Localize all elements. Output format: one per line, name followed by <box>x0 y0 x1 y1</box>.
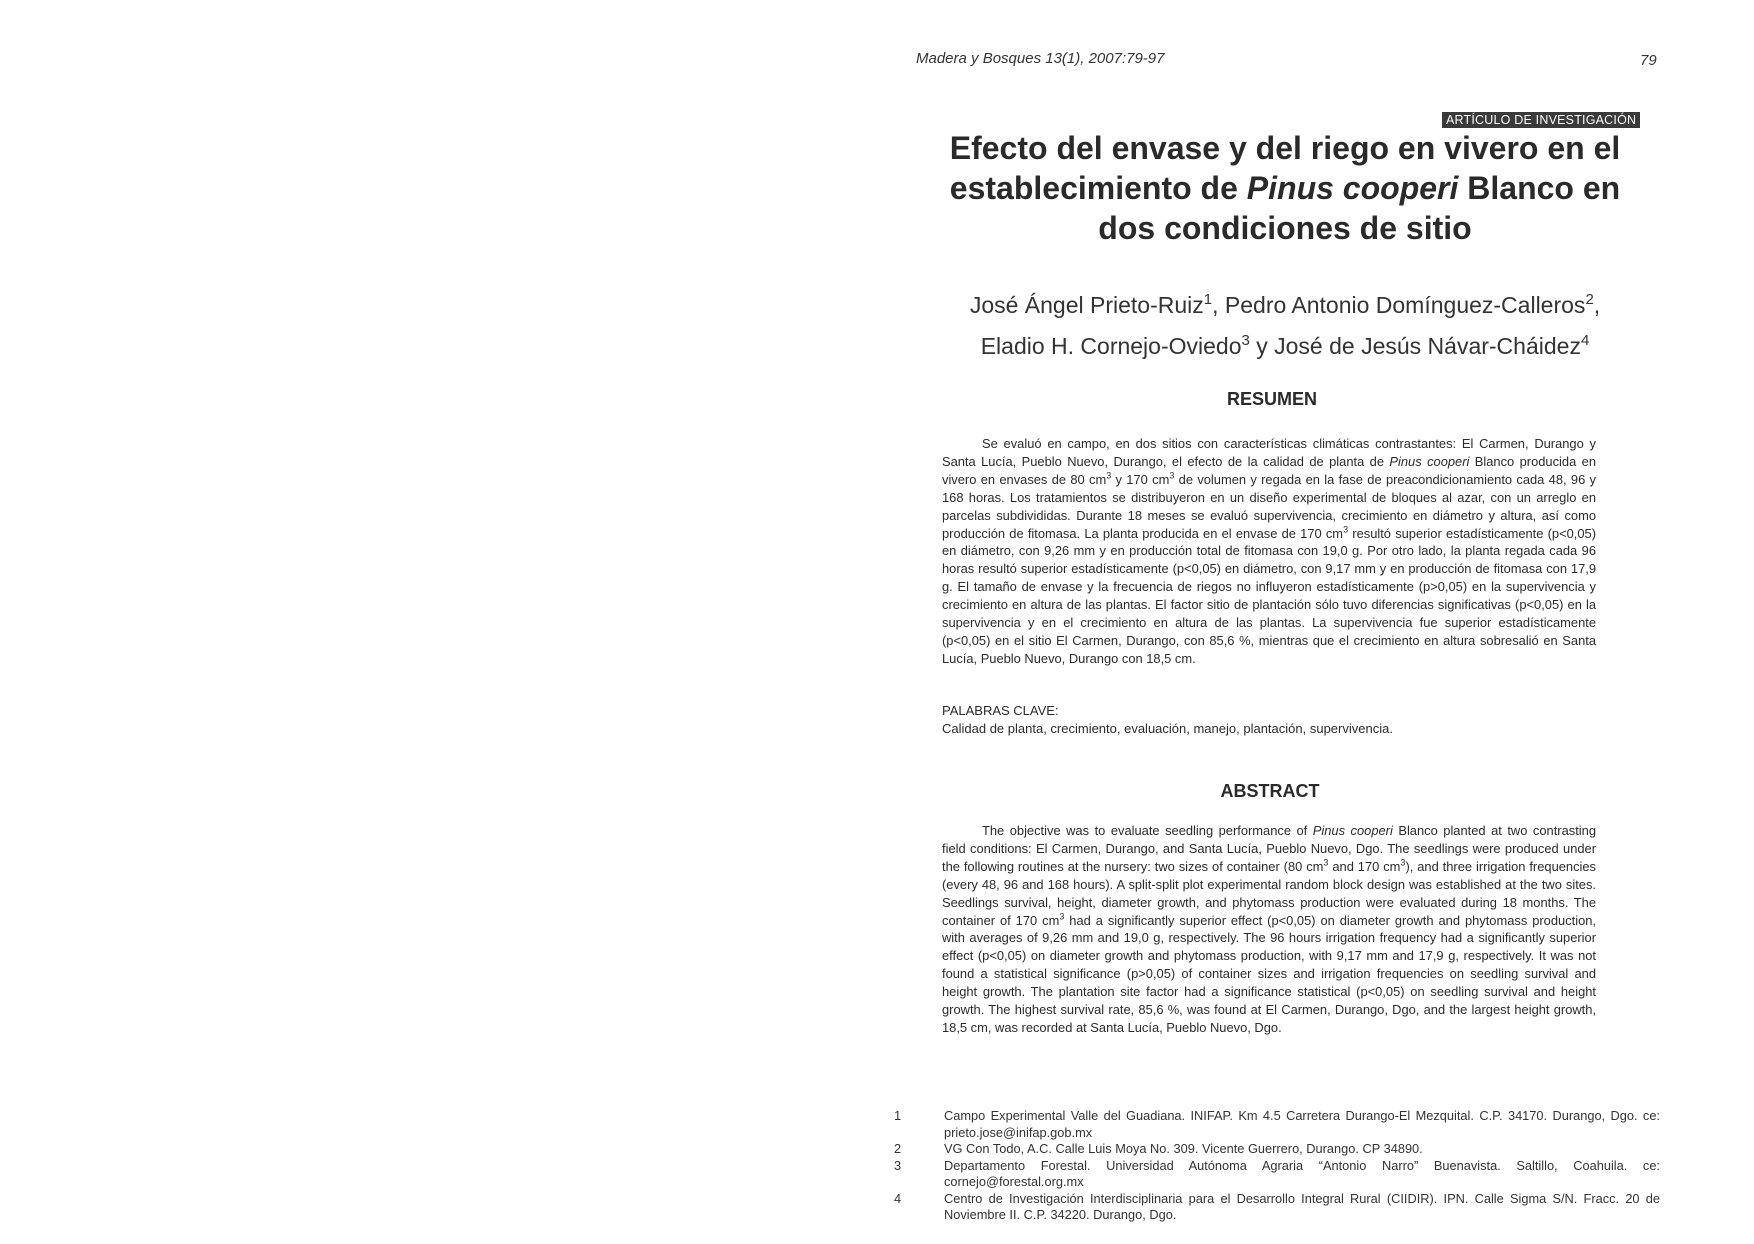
title-part-2: Blanco en dos condiciones de sitio <box>1098 170 1621 246</box>
resumen-text: Blanco producida en vivero en envases de 80 cm <box>942 453 1596 487</box>
resumen-heading: RESUMEN <box>1226 389 1317 409</box>
author-2-affiliation: 2 <box>1585 291 1594 308</box>
author-1-affiliation: 1 <box>1203 291 1213 308</box>
abstract-text: had a significantly superior effect (p<0,05) on diameter growth and phytomass production, with averages of 9,26 mm and 19,0 g, respectively. The 96 hours irrigation frequency had a significantly superior effect (p<0,05) on diameter growth and phytomass production, with 9,17 mm and 17,9 g, respectively. It was not found a statistical significance (p>0,05) of container sizes and irrigation frequencies on seedling survival and height growth. The plantation site factor had a significance statistical (p<0,05) on seedling survival and height growth. The highest survival rate, 85,6 %, was found at El Carmen, Durango, Dgo, and the largest height growth, 18,5 cm, was recorded at Santa Lucía, Pueblo Nuevo, Dgo. <box>942 912 1597 1035</box>
keywords-label: PALABRAS CLAVE: <box>942 703 1059 718</box>
superscript: 3 <box>1323 857 1329 868</box>
article-title <box>920 128 1650 248</box>
footnote <box>890 1108 1660 1141</box>
footnote <box>890 1191 1660 1224</box>
superscript: 3 <box>1169 470 1175 481</box>
resumen-paragraph <box>942 435 1596 668</box>
abstract-text: The objective was to evaluate seedling performance of <box>982 823 1313 838</box>
superscript: 3 <box>1343 524 1349 535</box>
abstract-paragraph <box>942 822 1596 1037</box>
footnote-text: Departamento Forestal. Universidad Autónoma Agraria “Antonio Narro” Buenavista. Saltillo, Coahuila. ce: cornejo@forestal.org.mx <box>944 1157 1660 1189</box>
title-part-1: Efecto del envase y del riego en vivero en el establecimiento de <box>949 130 1621 206</box>
footnote-number: 4 <box>894 1190 902 1206</box>
author-separator: , <box>1212 292 1225 318</box>
author-3: Eladio H. Cornejo-Oviedo <box>980 333 1242 359</box>
author-separator: , <box>1593 292 1601 318</box>
author-1: José Ángel Prieto-Ruiz <box>969 292 1204 318</box>
author-3-affiliation: 3 <box>1241 332 1250 349</box>
author-list <box>910 282 1660 364</box>
footnote <box>890 1141 1660 1158</box>
footnote <box>890 1158 1660 1191</box>
page-number: 79 <box>1640 52 1657 69</box>
abstract-text: ), and three irrigation frequencies (every 48, 96 and 168 hours). A split-split plot experimental random block design was established at the two sites. Seedlings survival, height, diameter growth, and phytomass production were evaluated during 18 months. The container of 170 cm <box>942 858 1596 928</box>
title-species-name: Pinus cooperi <box>1246 170 1459 206</box>
resumen-text: de volumen y regada en la fase de preacondicionamiento cada 48, 96 y 168 horas. Los tratamientos se distribuyeron en un diseño experimental de bloques al azar, con un arreglo en parcelas subdivididas. Durante 18 meses se evaluó supervivencia, crecimiento en diámetro y altura, así como producción de fitomasa. La planta producida en el envase de 170 cm <box>942 471 1596 541</box>
resumen-text: Se evaluó en campo, en dos sitios con características climáticas contrastantes: El Carmen, Durango y Santa Lucía, Pueblo Nuevo, Durango, el efecto de la calidad de planta de <box>942 436 1596 469</box>
abstract-text: Blanco planted at two contrasting field conditions: El Carmen, Durango, and Santa Lucía, Pueblo Nuevo, Dgo. The seedlings were produced under the following routines at the nursery: two sizes of container (80 cm <box>942 823 1596 874</box>
footnote-text: VG Con Todo, A.C. Calle Luis Moya No. 309. Vicente Guerrero, Durango. CP 34890. <box>944 1141 1423 1156</box>
footnote-number: 2 <box>894 1141 902 1156</box>
author-separator: y <box>1249 333 1275 359</box>
keywords-block <box>942 702 1602 738</box>
footnote-number: 3 <box>894 1157 902 1173</box>
resumen-species-name: Pinus cooperi <box>1389 453 1470 469</box>
abstract-text: and 170 cm <box>1328 858 1401 874</box>
footnote-text: Centro de Investigación Interdisciplinaria para el Desarrollo Integral Rural (CIIDIR). IPN. Calle Sigma S/N. Fracc. 20 de Noviembre II. C.P. 34220. Durango, Dgo. <box>944 1190 1660 1222</box>
resumen-text: y 170 cm <box>1111 471 1170 487</box>
article-type-badge: ARTÍCULO DE INVESTIGACIÓN <box>1442 112 1640 128</box>
footnote-number: 1 <box>894 1108 902 1123</box>
author-2: Pedro Antonio Domínguez-Calleros <box>1224 292 1586 318</box>
author-4-affiliation: 4 <box>1580 332 1590 349</box>
abstract-heading: ABSTRACT <box>1220 781 1320 801</box>
superscript: 3 <box>1400 857 1406 868</box>
footnote-text: Campo Experimental Valle del Guadiana. INIFAP. Km 4.5 Carretera Durango-El Mezquital. C.P. 34170. Durango, Dgo. ce: prieto.jose@inifap.gob.mx <box>944 1108 1660 1140</box>
abstract-species-name: Pinus cooperi <box>1312 823 1393 838</box>
running-head: Madera y Bosques 13(1), 2007:79-97 <box>916 50 1165 67</box>
author-4: José de Jesús Návar-Cháidez <box>1274 333 1581 359</box>
resumen-text: resultó superior estadísticamente (p<0,05) en diámetro, con 9,26 mm y en producción total de fitomasa con 19,0 g. Por otro lado, la planta regada cada 96 horas resultó superior estadísticamente (p<0,05) en diámetro, con 9,17 mm y en producción de fitomasa con 17,9 g. El tamaño de envase y la frecuencia de riegos no influyeron estadísticamente (p>0,05) en la supervivencia y crecimiento en altura de las plantas. El factor sitio de plantación sólo tuvo diferencias significativas (p<0,05) en la supervivencia y en el crecimiento en altura de las plantas. La supervivencia fue superior estadísticamente (p<0,05) en el sitio El Carmen, Durango, con 85,6 %, mientras que el crecimiento en altura sobresalió en Santa Lucía, Pueblo Nuevo, Durango con 18,5 cm. <box>942 525 1596 666</box>
superscript: 3 <box>1106 470 1112 481</box>
affiliation-footnotes <box>890 1108 1660 1224</box>
keywords-list: Calidad de planta, crecimiento, evaluación, manejo, plantación, supervivencia. <box>942 721 1393 736</box>
superscript: 3 <box>1059 911 1065 922</box>
